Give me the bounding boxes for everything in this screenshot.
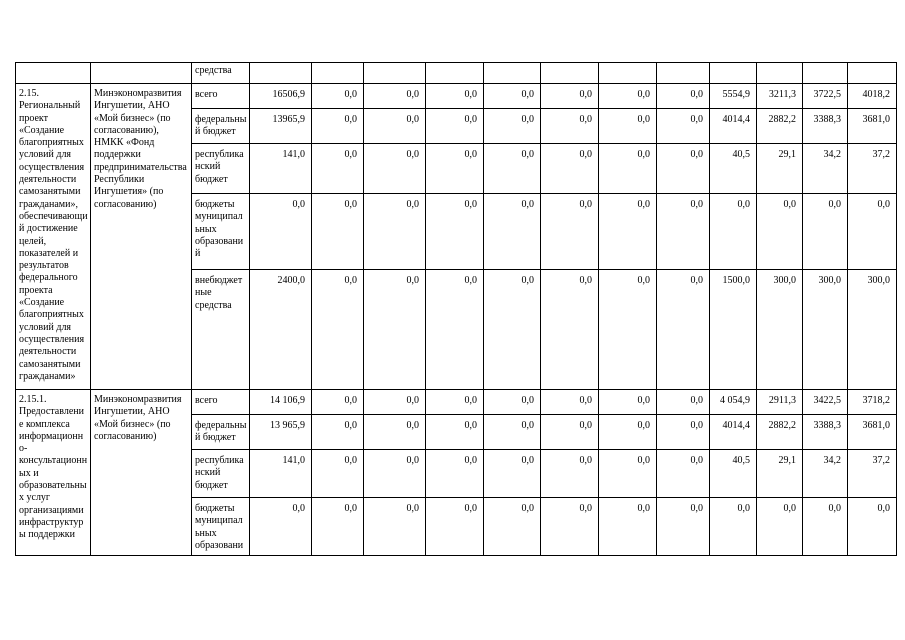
value-cell: 0,0: [250, 498, 312, 556]
value-cell: 0,0: [657, 194, 710, 270]
value-cell: 34,2: [803, 450, 848, 498]
value-cell: [803, 63, 848, 84]
value-cell: 29,1: [757, 450, 803, 498]
value-cell: [484, 63, 541, 84]
value-cell: 0,0: [312, 415, 364, 450]
table-row: [16, 63, 897, 84]
project-cell: [16, 63, 91, 84]
project-cell: 2.15.1. Предоставление комплекса информационно-консультационных и образовательных услуг организациями инфраструктуры поддержки: [16, 390, 91, 556]
value-cell: 0,0: [312, 194, 364, 270]
value-cell: 0,0: [484, 415, 541, 450]
value-cell: 2882,2: [757, 415, 803, 450]
funding-source-cell: бюджеты муниципальных образовани: [192, 498, 250, 556]
funding-source-cell: федеральный бюджет: [192, 109, 250, 144]
value-cell: 0,0: [484, 109, 541, 144]
value-cell: 3722,5: [803, 84, 848, 109]
value-cell: 0,0: [426, 270, 484, 390]
value-cell: 0,0: [426, 450, 484, 498]
value-cell: 0,0: [364, 450, 426, 498]
value-cell: 0,0: [484, 270, 541, 390]
value-cell: 0,0: [484, 144, 541, 194]
value-cell: [657, 63, 710, 84]
value-cell: [599, 63, 657, 84]
value-cell: 0,0: [803, 498, 848, 556]
value-cell: 0,0: [484, 194, 541, 270]
value-cell: 37,2: [848, 450, 897, 498]
value-cell: 0,0: [364, 415, 426, 450]
value-cell: [541, 63, 599, 84]
value-cell: 0,0: [657, 415, 710, 450]
value-cell: 300,0: [757, 270, 803, 390]
table-row: [16, 84, 897, 109]
value-cell: 0,0: [312, 144, 364, 194]
value-cell: 0,0: [657, 390, 710, 415]
value-cell: [364, 63, 426, 84]
funding-source-cell: федеральный бюджет: [192, 415, 250, 450]
value-cell: 0,0: [541, 194, 599, 270]
value-cell: 0,0: [710, 498, 757, 556]
value-cell: 0,0: [599, 109, 657, 144]
value-cell: 40,5: [710, 144, 757, 194]
value-cell: 0,0: [312, 390, 364, 415]
value-cell: 3211,3: [757, 84, 803, 109]
value-cell: 0,0: [848, 194, 897, 270]
value-cell: 0,0: [541, 84, 599, 109]
value-cell: 141,0: [250, 144, 312, 194]
value-cell: 0,0: [599, 84, 657, 109]
value-cell: 0,0: [364, 390, 426, 415]
project-cell: 2.15. Региональный проект «Создание благоприятных условий для осуществления деятельности самозанятыми гражданами», обеспечивающий достижение целей, показателей и результатов федерального проекта «Создание благоприятных условий для осуществления деятельности самозанятыми гражданами»: [16, 84, 91, 390]
value-cell: 0,0: [803, 194, 848, 270]
value-cell: 4018,2: [848, 84, 897, 109]
value-cell: 4014,4: [710, 109, 757, 144]
funding-source-cell: республиканский бюджет: [192, 450, 250, 498]
value-cell: [757, 63, 803, 84]
value-cell: 2882,2: [757, 109, 803, 144]
value-cell: 0,0: [312, 498, 364, 556]
value-cell: 0,0: [599, 194, 657, 270]
value-cell: 0,0: [312, 109, 364, 144]
value-cell: 0,0: [599, 144, 657, 194]
value-cell: 0,0: [757, 194, 803, 270]
funding-source-cell: всего: [192, 84, 250, 109]
value-cell: 0,0: [364, 84, 426, 109]
value-cell: 14 106,9: [250, 390, 312, 415]
value-cell: 3388,3: [803, 109, 848, 144]
budget-table: [15, 62, 897, 556]
value-cell: 16506,9: [250, 84, 312, 109]
value-cell: 5554,9: [710, 84, 757, 109]
value-cell: 4 054,9: [710, 390, 757, 415]
value-cell: 34,2: [803, 144, 848, 194]
executor-cell: Минэкономразвития Ингушетии, АНО «Мой бизнес» (по согласованию): [91, 390, 192, 556]
value-cell: 0,0: [541, 415, 599, 450]
value-cell: 0,0: [657, 498, 710, 556]
value-cell: 0,0: [364, 270, 426, 390]
value-cell: 0,0: [599, 390, 657, 415]
value-cell: 0,0: [364, 194, 426, 270]
value-cell: 0,0: [599, 270, 657, 390]
value-cell: 0,0: [657, 270, 710, 390]
value-cell: 0,0: [484, 390, 541, 415]
value-cell: 0,0: [599, 450, 657, 498]
value-cell: [848, 63, 897, 84]
funding-source-cell: республиканский бюджет: [192, 144, 250, 194]
value-cell: 37,2: [848, 144, 897, 194]
value-cell: 13965,9: [250, 109, 312, 144]
executor-cell: [91, 63, 192, 84]
value-cell: 0,0: [426, 498, 484, 556]
value-cell: 0,0: [426, 144, 484, 194]
value-cell: 3718,2: [848, 390, 897, 415]
value-cell: 0,0: [541, 109, 599, 144]
value-cell: 0,0: [312, 270, 364, 390]
value-cell: 0,0: [364, 144, 426, 194]
value-cell: 0,0: [541, 270, 599, 390]
value-cell: 0,0: [364, 109, 426, 144]
value-cell: 0,0: [426, 390, 484, 415]
value-cell: 1500,0: [710, 270, 757, 390]
value-cell: 0,0: [541, 144, 599, 194]
value-cell: 3388,3: [803, 415, 848, 450]
value-cell: 0,0: [599, 498, 657, 556]
value-cell: 0,0: [426, 109, 484, 144]
value-cell: [426, 63, 484, 84]
value-cell: 0,0: [657, 144, 710, 194]
value-cell: 0,0: [710, 194, 757, 270]
funding-source-cell: средства: [192, 63, 250, 84]
value-cell: [710, 63, 757, 84]
value-cell: 0,0: [657, 109, 710, 144]
value-cell: 300,0: [848, 270, 897, 390]
value-cell: 13 965,9: [250, 415, 312, 450]
value-cell: 0,0: [312, 450, 364, 498]
value-cell: 0,0: [484, 450, 541, 498]
value-cell: 0,0: [484, 498, 541, 556]
executor-cell: Минэкономразвития Ингушетии, АНО «Мой бизнес» (по согласованию), НМКК «Фонд поддержки предпринимательства Республики Ингушетия» (по согласованию): [91, 84, 192, 390]
value-cell: 0,0: [541, 498, 599, 556]
value-cell: 0,0: [541, 450, 599, 498]
value-cell: 3422,5: [803, 390, 848, 415]
funding-source-cell: бюджеты муниципальных образований: [192, 194, 250, 270]
value-cell: [250, 63, 312, 84]
value-cell: 0,0: [364, 498, 426, 556]
value-cell: 141,0: [250, 450, 312, 498]
value-cell: 0,0: [312, 84, 364, 109]
value-cell: 40,5: [710, 450, 757, 498]
value-cell: 3681,0: [848, 415, 897, 450]
value-cell: 0,0: [657, 450, 710, 498]
value-cell: 300,0: [803, 270, 848, 390]
funding-source-cell: внебюджетные средства: [192, 270, 250, 390]
value-cell: 4014,4: [710, 415, 757, 450]
value-cell: 0,0: [757, 498, 803, 556]
value-cell: 0,0: [484, 84, 541, 109]
value-cell: 0,0: [599, 415, 657, 450]
value-cell: 0,0: [657, 84, 710, 109]
table-row: [16, 390, 897, 415]
value-cell: [312, 63, 364, 84]
value-cell: 0,0: [426, 84, 484, 109]
value-cell: 2911,3: [757, 390, 803, 415]
value-cell: 29,1: [757, 144, 803, 194]
value-cell: 0,0: [426, 415, 484, 450]
value-cell: 2400,0: [250, 270, 312, 390]
value-cell: 0,0: [250, 194, 312, 270]
value-cell: 3681,0: [848, 109, 897, 144]
value-cell: 0,0: [541, 390, 599, 415]
funding-source-cell: всего: [192, 390, 250, 415]
value-cell: 0,0: [848, 498, 897, 556]
value-cell: 0,0: [426, 194, 484, 270]
